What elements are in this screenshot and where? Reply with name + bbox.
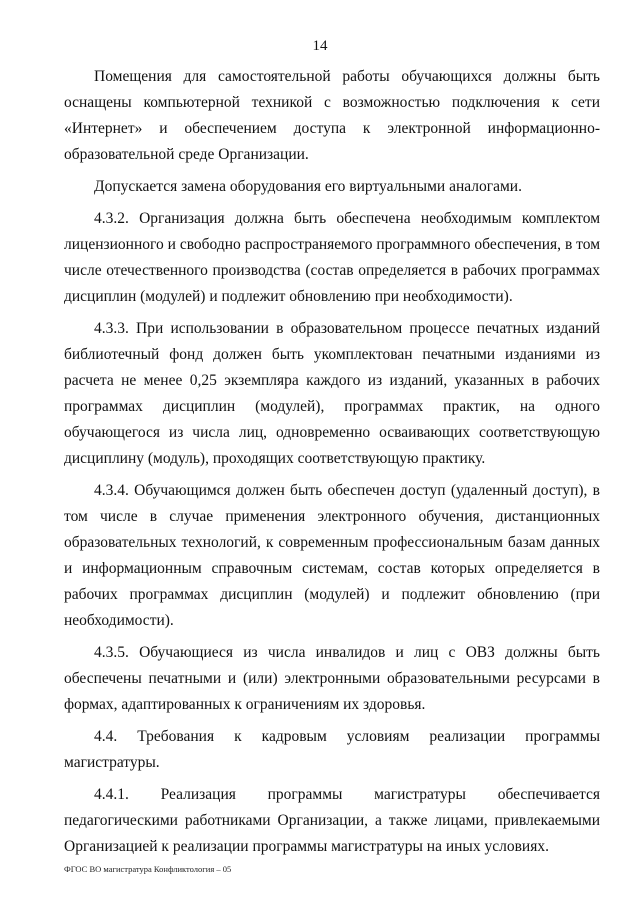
paragraph-4-4-staffing-heading: 4.4. Требования к кадровым условиям реализации программы магистратуры. — [64, 728, 600, 771]
page-number: 14 — [312, 38, 328, 54]
paragraph-4-3-5-disabled-students: 4.3.5. Обучающиеся из числа инвалидов и лиц с ОВЗ должны быть обеспечены печатными и (или) электронными образовательными ресурсами в формах, адаптированных к ограничениям их здоровья. — [64, 644, 600, 713]
paragraph-virtual-equivalents: Допускается замена оборудования его виртуальными аналогами. — [94, 178, 522, 195]
paragraph-4-3-3-library-fund: 4.3.3. При использовании в образовательном процессе печатных изданий библиотечный фонд должен быть укомплектован печатными изданиями из расчета не менее 0,25 экземпляра каждого из изданий, указанных в рабочих программах дисциплин (модулей), программах практик, на одного обучающегося из числа лиц, одновременно осваивающих соответствующую дисциплину (модуль), проходящих соответствующую практику. — [64, 320, 600, 467]
paragraph-4-3-2-software: 4.3.2. Организация должна быть обеспечена необходимым комплектом лицензионного и свободно распространяемого программного обеспечения, в том числе отечественного производства (состав определяется в рабочих программах дисциплин (модулей) и подлежит обновлению при необходимости). — [64, 210, 600, 305]
document-body — [64, 64, 600, 866]
paragraph-self-study-rooms: Помещения для самостоятельной работы обучающихся должны быть оснащены компьютерной техникой с возможностью подключения к сети «Интернет» и обеспечением доступа к электронной информационно-образовательной среде Организации. — [64, 68, 600, 163]
paragraph-4-4-1-staff: 4.4.1. Реализация программы магистратуры обеспечивается педагогическими работниками Организации, а также лицами, привлекаемыми Организацией к реализации программы магистратуры на иных условиях. — [64, 786, 600, 855]
footer-document-id: ФГОС ВО магистратура Конфликтология – 05 — [64, 864, 232, 874]
paragraph-4-3-4-database-access: 4.3.4. Обучающимся должен быть обеспечен доступ (удаленный доступ), в том числе в случае применения электронного обучения, дистанционных образовательных технологий, к современным профессиональным базам данных и информационным справочным системам, состав которых определяется в рабочих программах дисциплин (модулей) и подлежит обновлению (при необходимости). — [64, 482, 600, 629]
